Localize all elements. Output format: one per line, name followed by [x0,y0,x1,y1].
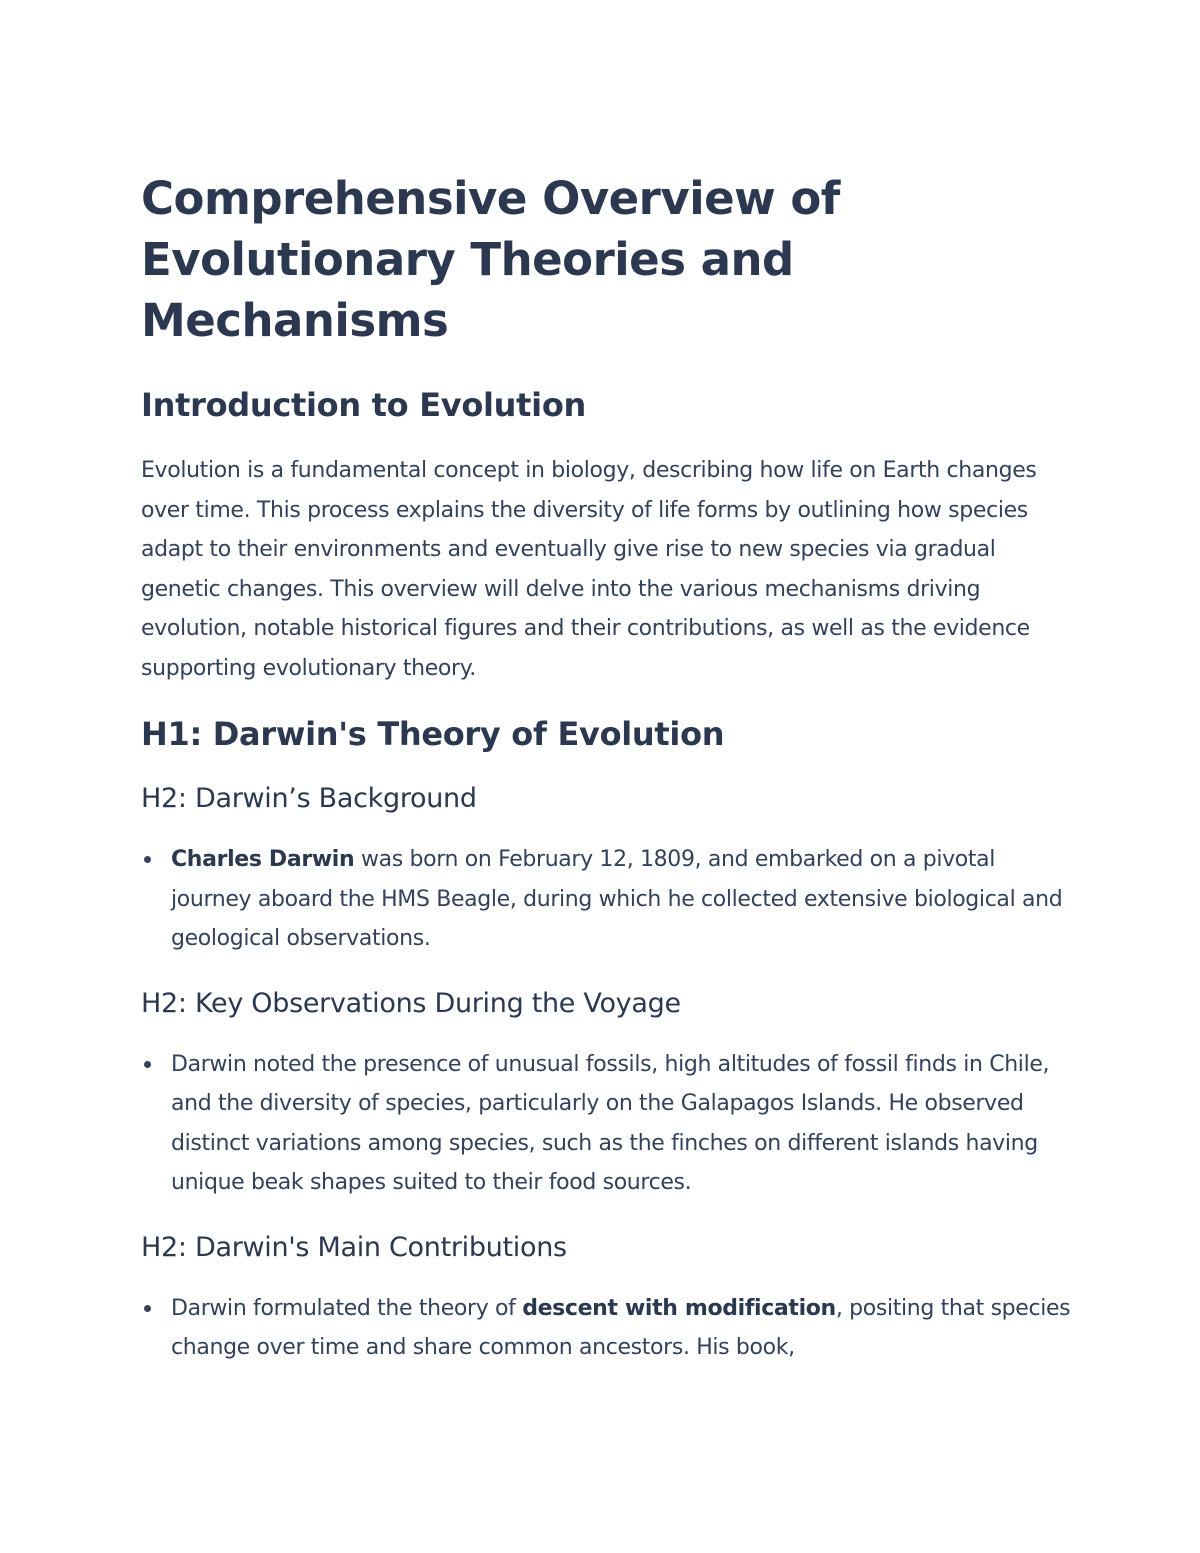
background-list [141,840,1071,959]
bold-term: descent with modification [522,1295,836,1321]
bullet-icon [144,1061,151,1068]
list-item [141,840,1071,959]
background-heading: H2: Darwin’s Background [141,783,477,814]
bullet-text-start: Darwin formulated the theory of [171,1295,523,1321]
bullet-text: Darwin noted the presence of unusual fossils, high altitudes of fossil finds in Chile, and the diversity of species, particularly on the Galapagos Islands. He observed distinct variations among species, such as the finches on different islands having unique beak shapes suited to their food sources. [171,1051,1050,1195]
list-item [141,1289,1071,1368]
darwin-section-heading: H1: Darwin's Theory of Evolution [141,715,725,753]
intro-heading: Introduction to Evolution [141,386,586,424]
intro-paragraph: Evolution is a fundamental concept in biology, describing how life on Earth changes over time. This process explains the diversity of life forms by outlining how species adapt to their environments and eventually give rise to new species via gradual genetic changes. This overview will delve into the various mechanisms driving evolution, notable historical figures and their contributions, as well as the evidence supporting evolutionary theory. [141,458,1037,681]
document-title [141,168,1071,351]
bullet-text-end: , positing that species change over time and share common ancestors. His book, [171,1295,1071,1360]
bullet-text: was born on February 12, 1809, and embarked on a pivotal journey aboard the HMS Beagle, during which he collected extensive biological and geological observations. [171,847,1063,951]
contributions-heading: H2: Darwin's Main Contributions [141,1231,567,1263]
voyage-heading: H2: Key Observations During the Voyage [141,987,681,1019]
document-title-line2: Evolutionary Theories and Mechanisms [141,233,794,347]
voyage-list [141,1045,1071,1203]
bullet-icon [144,856,151,863]
bullet-icon [144,1305,151,1312]
contributions-list [141,1289,1071,1368]
list-item [141,1045,1071,1203]
bold-term: Charles Darwin [171,847,355,872]
document-title-line1: Comprehensive Overview of [141,172,840,225]
document-page [141,168,1071,1368]
